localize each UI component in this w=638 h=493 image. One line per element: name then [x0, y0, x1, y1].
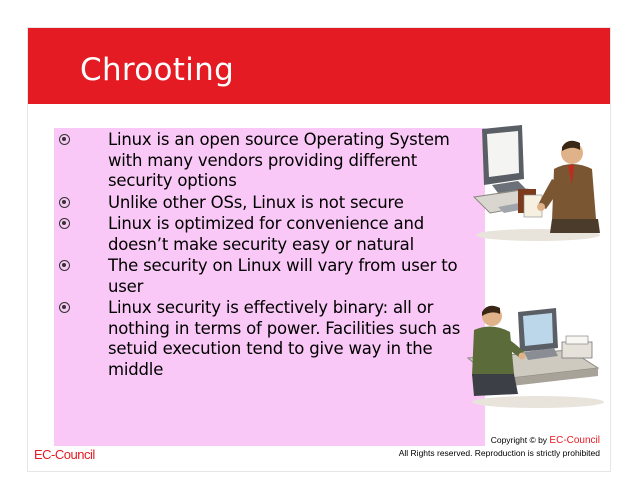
bullet-text: Unlike other OSs, Linux is not secure — [108, 192, 404, 212]
bullet-text: Linux security is effectively binary: all or nothing in terms of power. Facilities such as setuid execution tend to give way in the middle — [108, 298, 461, 379]
rights-text: All Rights reserved. Reproduction is strictly prohibited — [398, 448, 600, 458]
bullet-panel — [54, 128, 485, 446]
bullet-icon — [59, 260, 70, 271]
copyright-brand: EC-Council — [549, 435, 600, 446]
bullet-text: The security on Linux will vary from user to user — [108, 256, 458, 296]
copyright-prefix: Copyright © by — [490, 435, 550, 445]
man-at-computer-desk-clipart — [458, 290, 608, 410]
title-band — [28, 28, 610, 104]
bullet-icon — [59, 197, 70, 208]
bullet-icon — [59, 218, 70, 229]
bullet-item — [54, 298, 485, 380]
bullet-item — [54, 214, 485, 255]
slide-title: Chrooting — [80, 52, 235, 88]
bullet-item — [54, 193, 485, 214]
bullet-text: Linux is an open source Operating System with many vendors providing different security options — [108, 130, 450, 190]
slide — [28, 28, 610, 471]
bullet-icon — [59, 302, 70, 313]
bullet-item — [54, 130, 485, 192]
bullet-item — [54, 256, 485, 297]
footer-copyright — [399, 434, 600, 459]
man-reading-at-computer-clipart — [468, 123, 608, 243]
footer-brand: EC-Council — [34, 447, 95, 462]
bullet-icon — [59, 134, 70, 145]
bullet-text: Linux is optimized for convenience and doesn’t make security easy or natural — [108, 214, 424, 254]
bullet-list — [54, 130, 485, 381]
